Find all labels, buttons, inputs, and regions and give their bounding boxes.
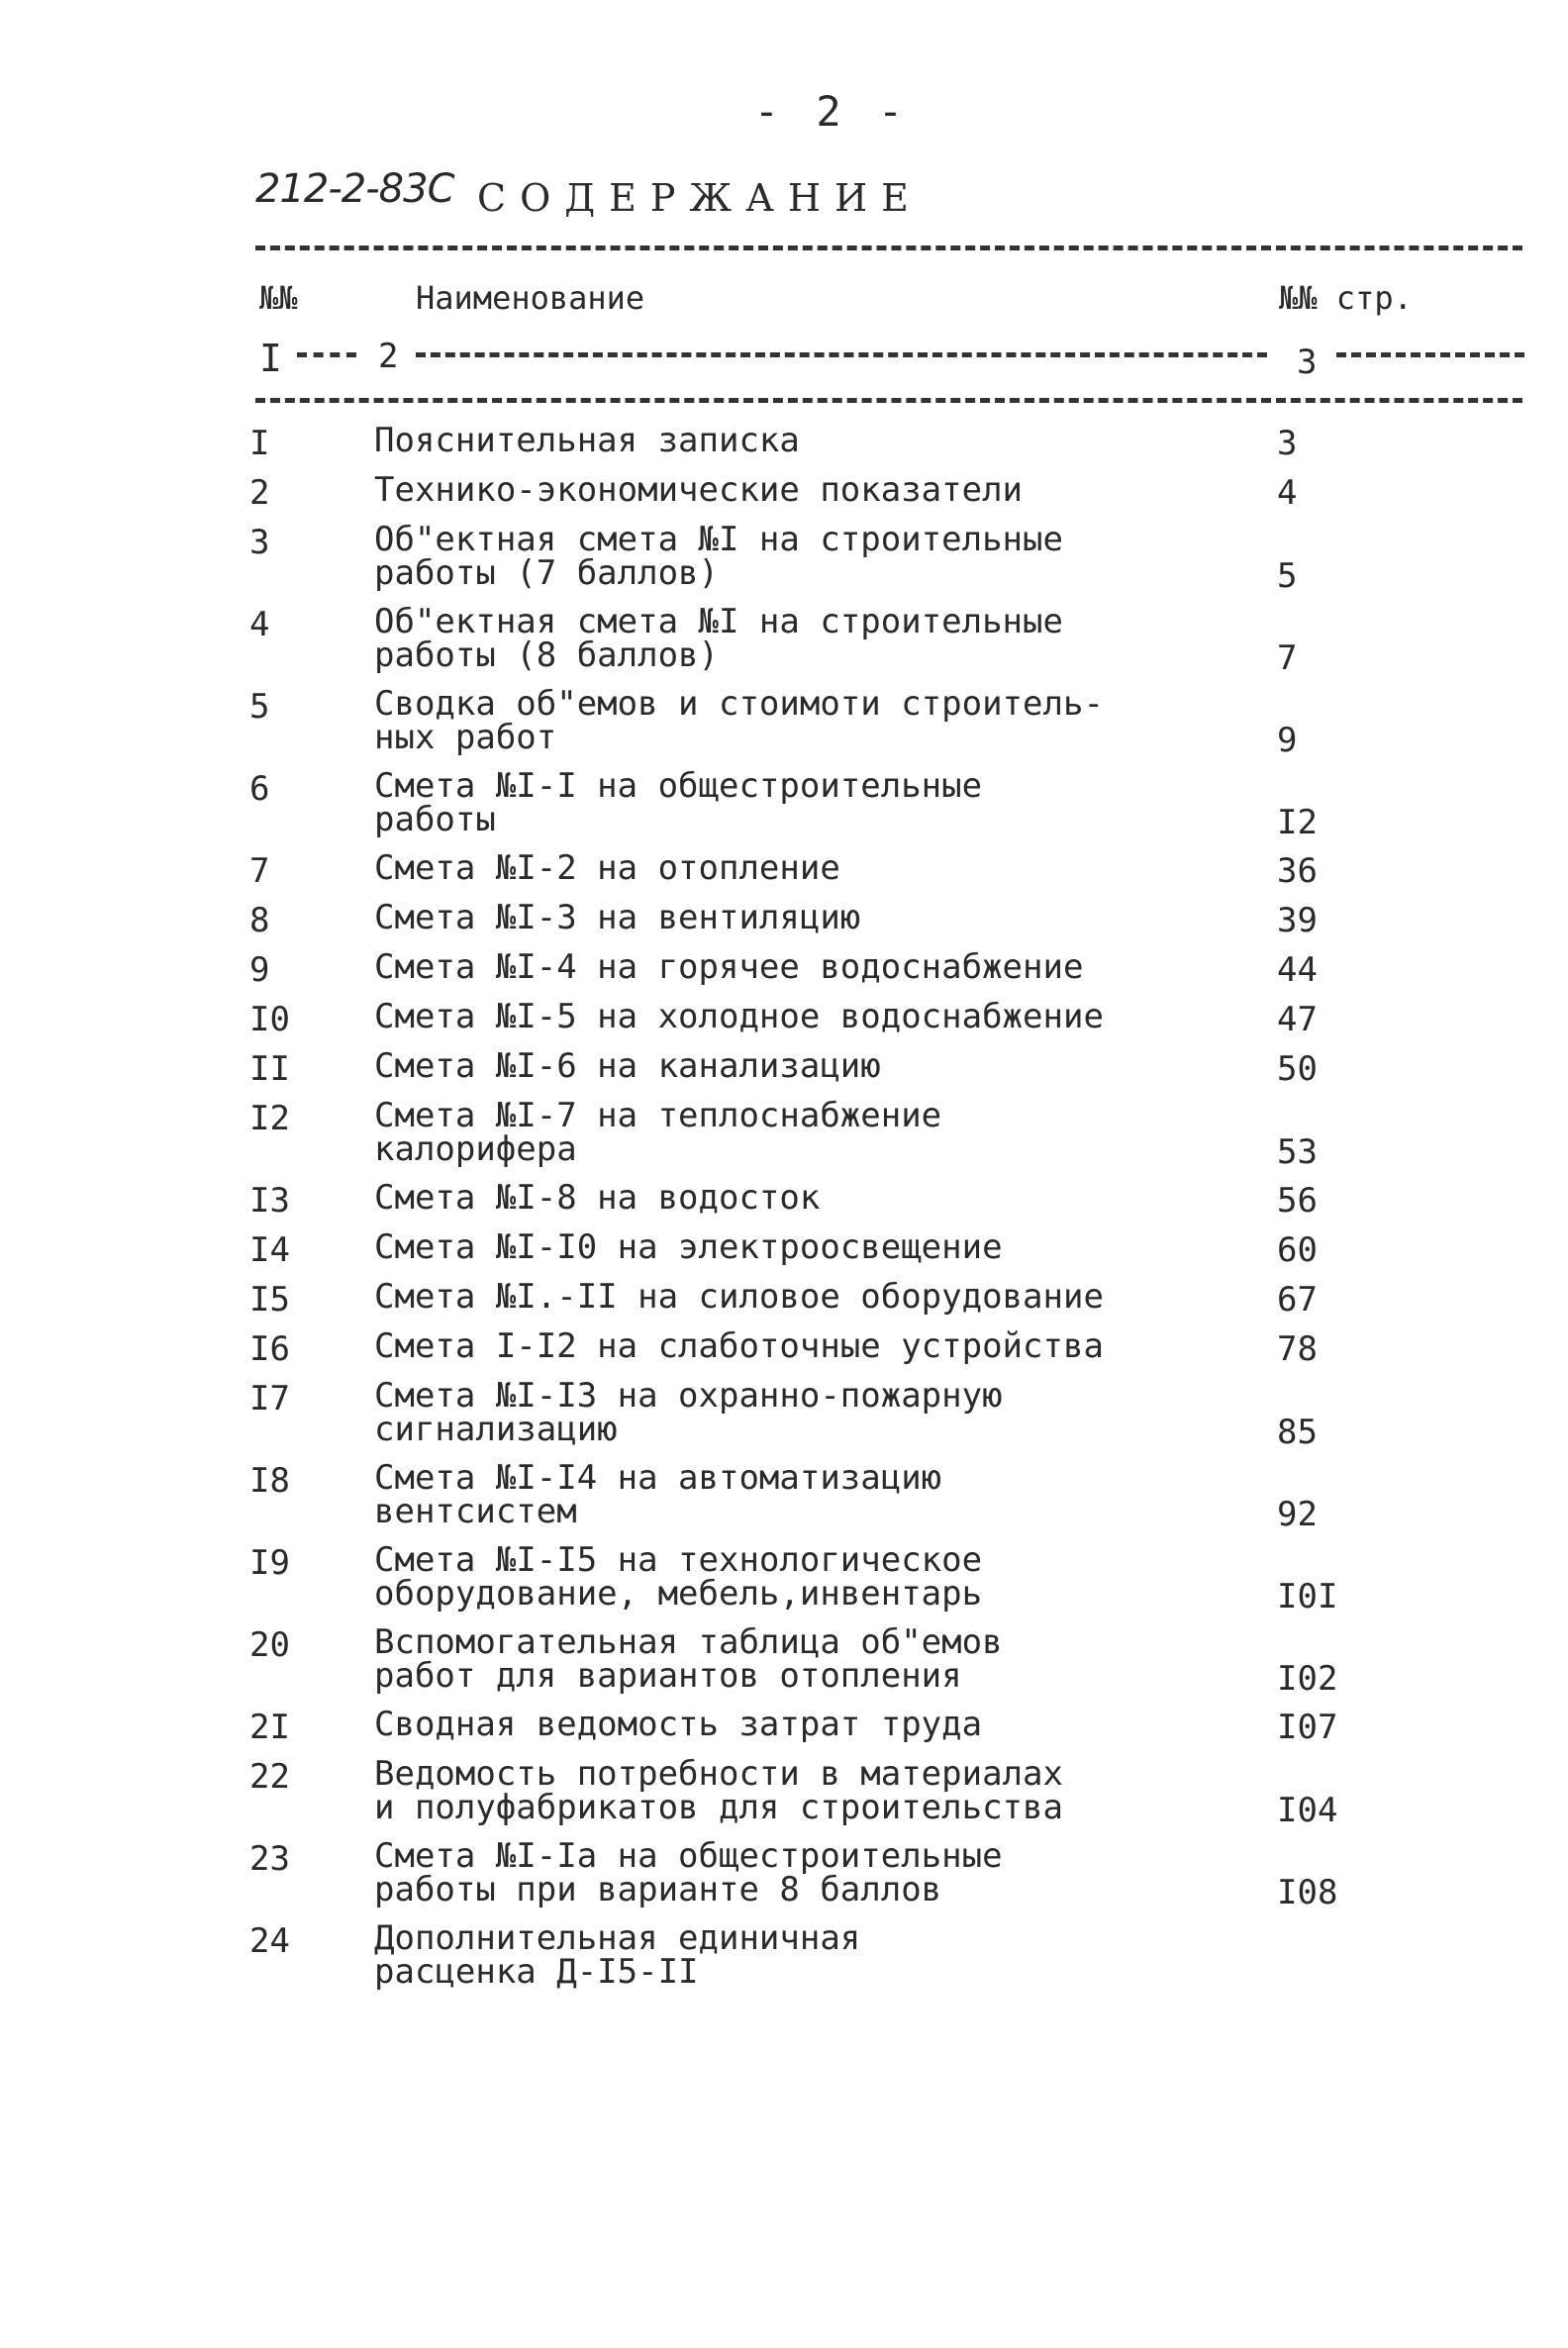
toc-item-page: 36 <box>1277 851 1318 891</box>
toc-item-number: II <box>249 1049 290 1089</box>
toc-item-name <box>374 520 1245 593</box>
toc-item-page: I2 <box>1277 803 1318 842</box>
toc-item-number: I8 <box>249 1461 290 1501</box>
toc-item-name-line: Смета №I-4 на горячее водоснабжение <box>374 947 1084 987</box>
toc-item-page: I08 <box>1277 1873 1338 1912</box>
toc-item-name-line: Сводная ведомость затрат труда <box>374 1705 983 1744</box>
toc-item-number: I <box>249 424 270 463</box>
document-code: 212-2-83С <box>255 166 454 212</box>
toc-item-name <box>374 1046 1245 1086</box>
toc-item-name-line: Смета №I-I0 на электроосвещение <box>374 1227 1003 1267</box>
toc-item-name-line: работы (8 баллов) <box>374 636 719 675</box>
divider-header-bottom <box>255 398 1522 403</box>
toc-item-page: 85 <box>1277 1413 1318 1452</box>
toc-item-page: 53 <box>1277 1132 1318 1172</box>
toc-item-name <box>374 1836 1245 1909</box>
toc-item-number: 4 <box>249 605 270 644</box>
toc-item-name-line: Сводка об"емов и стоимоти строитель- <box>374 684 1104 724</box>
toc-item-name-line: Смета №I-6 на канализацию <box>374 1046 881 1086</box>
toc-item-page: 60 <box>1277 1230 1318 1270</box>
toc-item-name <box>374 947 1245 987</box>
toc-item-number: 9 <box>249 950 270 990</box>
toc-item-number: I3 <box>249 1181 290 1221</box>
toc-item-name <box>374 1540 1245 1614</box>
toc-item-page: I04 <box>1277 1791 1338 1830</box>
toc-item-number: 3 <box>249 523 270 562</box>
toc-item-name-line: работы при варианте 8 баллов <box>374 1870 942 1909</box>
toc-item-number: I5 <box>249 1280 290 1320</box>
header-col-num: №№ <box>259 279 298 317</box>
toc-item-name-line: работ для вариантов отопления <box>374 1656 962 1696</box>
toc-item-name <box>374 1376 1245 1449</box>
toc-item-number: 24 <box>249 1921 290 1961</box>
toc-item-page: 44 <box>1277 950 1318 990</box>
toc-item-page: 50 <box>1277 1049 1318 1089</box>
toc-item-number: 22 <box>249 1757 290 1797</box>
toc-item-name-line: Об"ектная смета №I на строительные <box>374 602 1063 641</box>
header-num-3: 3 <box>1297 342 1318 382</box>
toc-item-name-line: работы (7 баллов) <box>374 553 719 593</box>
divider-top <box>255 245 1522 250</box>
toc-item-name <box>374 898 1245 937</box>
divider-mid-right <box>1336 352 1524 357</box>
page-number: - 2 - <box>753 87 910 136</box>
header-col-page: №№ стр. <box>1279 279 1413 317</box>
toc-item-name-line: работы <box>374 800 496 839</box>
toc-item-name-line: Смета №I-I5 на технологическое <box>374 1540 983 1580</box>
toc-item-number: 20 <box>249 1625 290 1665</box>
toc-item-number: I6 <box>249 1329 290 1369</box>
toc-item-name <box>374 1705 1245 1744</box>
header-num-2: 2 <box>378 337 399 376</box>
toc-item-number: I4 <box>249 1230 290 1270</box>
toc-item-name-line: Смета I-I2 на слаботочные устройства <box>374 1326 1104 1366</box>
toc-item-name-line: Смета №I-I3 на охранно-пожарную <box>374 1376 1003 1416</box>
toc-item-name <box>374 602 1245 675</box>
toc-item-name <box>374 684 1245 757</box>
toc-item-page: 47 <box>1277 1000 1318 1039</box>
toc-item-page: 67 <box>1277 1280 1318 1320</box>
toc-item-name-line: Смета №I-3 на вентиляцию <box>374 898 861 937</box>
toc-item-page: I07 <box>1277 1708 1338 1747</box>
toc-item-name-line: сигнализацию <box>374 1410 618 1449</box>
toc-item-name-line: Смета №I-Iа на общестроительные <box>374 1836 1003 1876</box>
toc-item-name <box>374 1227 1245 1267</box>
toc-item-name-line: Смета №I-2 на отопление <box>374 848 840 888</box>
toc-item-name <box>374 848 1245 888</box>
toc-item-page: 7 <box>1277 638 1298 678</box>
toc-item-page: 5 <box>1277 556 1298 596</box>
toc-item-name-line: Ведомость потребности в материалах <box>374 1754 1063 1794</box>
header-col-name: Наименование <box>416 279 645 317</box>
toc-item-name-line: калорифера <box>374 1129 577 1169</box>
toc-item-page: 56 <box>1277 1181 1318 1221</box>
toc-item-page: 9 <box>1277 721 1298 760</box>
toc-item-number: I7 <box>249 1379 290 1419</box>
toc-item-page: 4 <box>1277 473 1298 513</box>
toc-item-page: I02 <box>1277 1659 1338 1699</box>
toc-item-name-line: Смета №I.-II на силовое оборудование <box>374 1277 1104 1317</box>
toc-item-name-line: Смета №I-5 на холодное водоснабжение <box>374 997 1104 1036</box>
toc-item-name <box>374 1754 1245 1827</box>
toc-item-name-line: Вспомогательная таблица об"емов <box>374 1622 1003 1662</box>
toc-item-name <box>374 1096 1245 1169</box>
toc-item-name <box>374 766 1245 839</box>
toc-item-name <box>374 421 1245 460</box>
toc-item-name <box>374 470 1245 510</box>
toc-item-name <box>374 1326 1245 1366</box>
toc-item-name <box>374 1178 1245 1218</box>
toc-item-name <box>374 1458 1245 1531</box>
toc-item-name-line: Смета №I-I4 на автоматизацию <box>374 1458 942 1498</box>
toc-item-name-line: Смета №I-I на общестроительные <box>374 766 983 806</box>
toc-item-name-line: вентсистем <box>374 1492 577 1531</box>
toc-item-number: 2 <box>249 473 270 513</box>
toc-item-number: 5 <box>249 687 270 727</box>
header-num-1: I <box>259 337 282 380</box>
toc-item-number: 2I <box>249 1708 290 1747</box>
toc-item-page: 78 <box>1277 1329 1318 1369</box>
toc-item-name-line: Технико-экономические показатели <box>374 470 1024 510</box>
toc-item-name-line: расценка Д-I5-II <box>374 1952 699 1992</box>
toc-item-page: I0I <box>1277 1577 1338 1616</box>
toc-item-number: 8 <box>249 901 270 940</box>
toc-item-name-line: Пояснительная записка <box>374 421 800 460</box>
toc-item-page: 92 <box>1277 1495 1318 1534</box>
toc-item-number: 6 <box>249 769 270 809</box>
toc-item-page: 39 <box>1277 901 1318 940</box>
toc-item-number: I2 <box>249 1099 290 1138</box>
divider-mid <box>416 352 1267 357</box>
toc-item-name-line: Об"ектная смета №I на строительные <box>374 520 1063 559</box>
toc-item-number: I9 <box>249 1543 290 1583</box>
toc-item-number: 23 <box>249 1839 290 1879</box>
toc-item-page: 3 <box>1277 424 1298 463</box>
toc-item-number: I0 <box>249 1000 290 1039</box>
toc-item-name-line: оборудование, мебель,инвентарь <box>374 1574 983 1614</box>
divider-mid-left <box>297 352 356 357</box>
toc-item-name <box>374 997 1245 1036</box>
toc-item-name-line: ных работ <box>374 718 557 757</box>
page-title: СОДЕРЖАНИЕ <box>477 176 923 220</box>
toc-item-name-line: Смета №I-7 на теплоснабжение <box>374 1096 942 1135</box>
toc-item-name <box>374 1277 1245 1317</box>
toc-item-name-line: Дополнительная единичная <box>374 1918 861 1958</box>
toc-item-name <box>374 1622 1245 1696</box>
toc-item-name <box>374 1918 1245 1992</box>
toc-item-name-line: Смета №I-8 на водосток <box>374 1178 821 1218</box>
toc-item-name-line: и полуфабрикатов для строительства <box>374 1788 1063 1827</box>
toc-item-number: 7 <box>249 851 270 891</box>
